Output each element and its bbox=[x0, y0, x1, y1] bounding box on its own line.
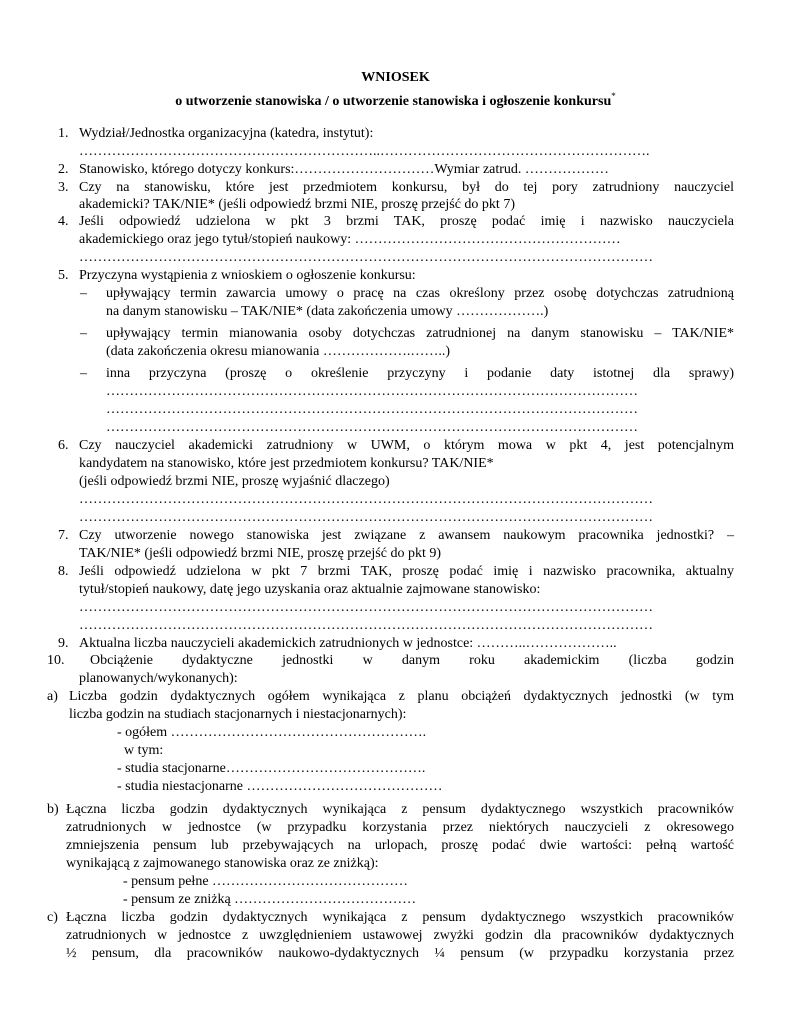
dash-bullet: – bbox=[80, 286, 87, 301]
item-b-line-2: zatrudnionych w jednostce (w przypadku korzystania przez niektórych nauczycieli z okresowego bbox=[66, 820, 734, 835]
item-6-fill-line[interactable]: …………………………………………………………………………………………………………… bbox=[79, 510, 653, 525]
item-8-line-2: tytuł/stopień naukowy, datę jego uzyskania oraz aktualnie zajmowane stanowisko: bbox=[79, 582, 541, 597]
item-5c-fill-line[interactable]: …………………………………………………………………………………………………… bbox=[106, 420, 638, 435]
item-4-line-1: Jeśli odpowiedź udzielona w pkt 3 brzmi TAK, proszę podać imię i nazwisko nauczyciela bbox=[79, 214, 734, 229]
item-5c-fill-line[interactable]: …………………………………………………………………………………………………… bbox=[106, 384, 638, 399]
item-6-line-2: kandydatem na stanowisko, które jest przedmiotem konkursu? TAK/NIE* bbox=[79, 456, 494, 471]
item-7-line-2: TAK/NIE* (jeśli odpowiedź brzmi NIE, proszę przejść do pkt 9) bbox=[79, 546, 441, 561]
item-5a-line-1: upływający termin zawarcia umowy o pracę na czas określony przez osobę dotychczas zatrudnioną bbox=[106, 286, 734, 301]
item-letter: a) bbox=[47, 689, 58, 704]
item-b-line-4: wynikającą z zajmowanego stanowiska oraz ze zniżką): bbox=[66, 856, 379, 871]
item-3-line-1: Czy na stanowisku, które jest przedmiotem konkursu, był do tej pory zatrudniony nauczyciel bbox=[79, 180, 734, 195]
item-2-line-1[interactable]: Stanowisko, którego dotyczy konkurs:…………………………Wymiar zatrud. ……………… bbox=[79, 162, 609, 177]
item-number: 4. bbox=[58, 214, 69, 229]
footnote-mark: * bbox=[611, 91, 616, 101]
item-letter: b) bbox=[47, 802, 59, 817]
item-6-fill-line[interactable]: …………………………………………………………………………………………………………… bbox=[79, 492, 653, 507]
item-4-line-2[interactable]: akademickiego oraz jego tytuł/stopień naukowy: ………………………………………………… bbox=[79, 232, 621, 247]
item-letter: c) bbox=[47, 910, 58, 925]
item-a-subheading: w tym: bbox=[124, 743, 164, 758]
item-9-line-1[interactable]: Aktualna liczba nauczycieli akademickich zatrudnionych w jednostce: ………..……………….. bbox=[79, 636, 617, 651]
item-6-line-1: Czy nauczyciel akademicki zatrudniony w UWM, o którym mowa w pkt 4, jest potencjalnym bbox=[79, 438, 734, 453]
item-5c-fill-line[interactable]: …………………………………………………………………………………………………… bbox=[106, 402, 638, 417]
item-b-line-3: zmniejszenia pensum lub przebywających na urlopach, proszę podać dwie wartości: pełną wartość bbox=[66, 838, 734, 853]
item-number: 9. bbox=[58, 636, 69, 651]
item-number: 7. bbox=[58, 528, 69, 543]
item-5c-line-1: inna przyczyna (proszę o określenie przyczyny i podanie daty istotnej dla sprawy) bbox=[106, 366, 734, 381]
item-4-fill-line[interactable]: …………………………………………………………………………………………………………… bbox=[79, 250, 653, 265]
item-8-fill-line[interactable]: …………………………………………………………………………………………………………… bbox=[79, 600, 653, 615]
item-10-line-1: Obciążenie dydaktyczne jednostki w danym roku akademickim (liczba godzin bbox=[90, 653, 734, 668]
dash-bullet: – bbox=[80, 366, 87, 381]
item-8-fill-line[interactable]: …………………………………………………………………………………………………………… bbox=[79, 618, 653, 633]
item-8-line-1: Jeśli odpowiedź udzielona w pkt 7 brzmi TAK, proszę podać imię i nazwisko pracownika, aktualny bbox=[79, 564, 734, 579]
item-1-line-1: Wydział/Jednostka organizacyjna (katedra, instytut): bbox=[79, 126, 374, 141]
item-5b-line-1: upływający termin mianowania osoby dotychczas zatrudnionej na danym stanowisku – TAK/NIE* bbox=[106, 326, 734, 341]
item-number: 3. bbox=[58, 180, 69, 195]
item-a-stationary-line[interactable]: - studia stacjonarne……………………………………. bbox=[117, 761, 426, 776]
item-a-line-2: liczba godzin na studiach stacjonarnych i niestacjonarnych): bbox=[69, 707, 407, 722]
item-number: 6. bbox=[58, 438, 69, 453]
item-c-line-3: ½ pensum, dla pracowników naukowo-dydaktycznych ¼ pensum (w przypadku korzystania przez bbox=[66, 946, 734, 961]
item-b-line-1: Łączna liczba godzin dydaktycznych wynikająca z pensum dydaktycznego wszystkich pracowników bbox=[66, 802, 734, 817]
item-a-nonstationary-line[interactable]: - studia niestacjonarne …………………………………… bbox=[117, 779, 443, 794]
item-10-line-2: planowanych/wykonanych): bbox=[79, 671, 238, 686]
item-number: 5. bbox=[58, 268, 69, 283]
item-c-line-2: zatrudnionych w jednostce z uwzględnieniem ustawowej zwyżki godzin dla pracowników dydaktycznych bbox=[66, 928, 734, 943]
item-6-line-3: (jeśli odpowiedź brzmi NIE, proszę wyjaśnić dlaczego) bbox=[79, 474, 390, 489]
item-5b-line-2[interactable]: (data zakończenia okresu mianowania ……………….……..) bbox=[106, 344, 451, 359]
item-b-full-pensum-line[interactable]: - pensum pełne …………………………………… bbox=[123, 874, 409, 889]
item-5a-line-2[interactable]: na danym stanowisku – TAK/NIE* (data zakończenia umowy ……………….) bbox=[106, 304, 549, 319]
item-c-line-1: Łączna liczba godzin dydaktycznych wynikająca z pensum dydaktycznego wszystkich pracowników bbox=[66, 910, 734, 925]
item-a-total-line[interactable]: - ogółem ………………………………………………. bbox=[117, 725, 427, 740]
dash-bullet: – bbox=[80, 326, 87, 341]
item-number: 2. bbox=[58, 162, 69, 177]
item-5-line-1: Przyczyna wystąpienia z wnioskiem o ogłoszenie konkursu: bbox=[79, 268, 416, 283]
item-3-line-2: akademicki? TAK/NIE* (jeśli odpowiedź brzmi NIE, proszę przejść do pkt 7) bbox=[79, 197, 515, 212]
item-a-line-1: Liczba godzin dydaktycznych ogółem wynikająca z planu obciążeń dydaktycznych jednostki (w tym bbox=[69, 689, 734, 704]
item-7-line-1: Czy utworzenie nowego stanowiska jest związane z awansem naukowym pracownika jednostki? – bbox=[79, 528, 734, 543]
item-1-fill-line[interactable]: ………………………………………………………..…………………………………………………. bbox=[79, 144, 650, 159]
item-number: 10. bbox=[47, 653, 65, 668]
document-title: WNIOSEK bbox=[361, 70, 430, 85]
item-number: 1. bbox=[58, 126, 69, 141]
item-b-reduced-pensum-line[interactable]: - pensum ze zniżką ………………………………… bbox=[123, 892, 417, 907]
subtitle-text: o utworzenie stanowiska / o utworzenie stanowiska i ogłoszenie konkursu bbox=[175, 94, 612, 109]
item-number: 8. bbox=[58, 564, 69, 579]
document-subtitle bbox=[0, 88, 791, 110]
